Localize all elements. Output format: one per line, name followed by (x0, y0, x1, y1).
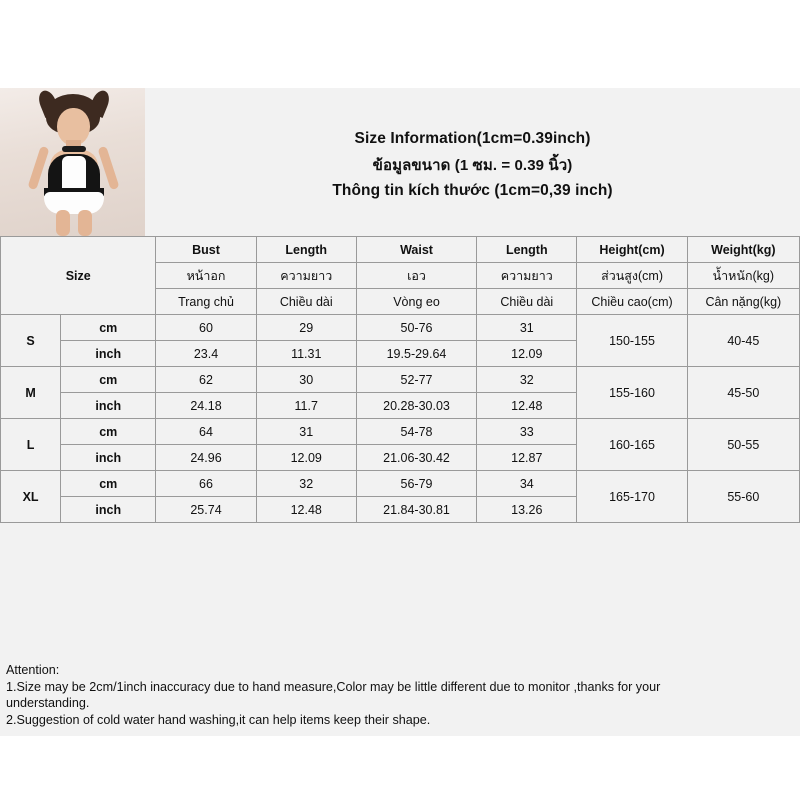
header-waist-en: Waist (356, 237, 476, 263)
header-length2-vi: Chiều dài (477, 289, 577, 315)
row-xl-unit-inch: inch (61, 497, 156, 523)
row-xl-inch-waist: 21.84-30.81 (356, 497, 476, 523)
product-photo (0, 88, 145, 236)
header-length2-en: Length (477, 237, 577, 263)
note-line-3: 2.Suggestion of cold water hand washing,it can help items keep their shape. (6, 712, 431, 727)
table-row (1, 471, 800, 497)
row-l-inch-bust: 24.96 (156, 445, 256, 471)
row-size-s: S (1, 315, 61, 367)
row-xl-cm-length2: 34 (477, 471, 577, 497)
header-bust-en: Bust (156, 237, 256, 263)
row-s-inch-bust: 23.4 (156, 341, 256, 367)
model-leg-right (78, 210, 92, 236)
row-s-inch-length2: 12.09 (477, 341, 577, 367)
row-l-unit-inch: inch (61, 445, 156, 471)
row-xl-height: 165-170 (577, 471, 687, 523)
header-height-vi: Chiều cao(cm) (577, 289, 687, 315)
row-m-inch-waist: 20.28-30.03 (356, 393, 476, 419)
table-row (1, 419, 800, 445)
row-l-weight: 50-55 (687, 419, 799, 471)
note-line-2: understanding. (6, 696, 90, 710)
row-s-cm-length1: 29 (256, 315, 356, 341)
header-bust-vi: Trang chủ (156, 289, 256, 315)
note-heading: Attention: (6, 663, 60, 677)
row-s-unit-inch: inch (61, 341, 156, 367)
product-photo-cell (0, 88, 145, 236)
header-length1-vi: Chiều dài (256, 289, 356, 315)
row-xl-inch-length2: 13.26 (477, 497, 577, 523)
row-xl-cm-bust: 66 (156, 471, 256, 497)
row-m-height: 155-160 (577, 367, 687, 419)
header-waist-vi: Vòng eo (356, 289, 476, 315)
model-arm-left (27, 146, 49, 191)
model-choker (62, 146, 86, 152)
note-line-1: 1.Size may be 2cm/1inch inaccuracy due to hand measure,Color may be little different due to monitor ,thanks for your (6, 679, 661, 694)
row-l-inch-length1: 12.09 (256, 445, 356, 471)
row-xl-unit-cm: cm (61, 471, 156, 497)
row-xl-cm-length1: 32 (256, 471, 356, 497)
row-l-inch-length2: 12.87 (477, 445, 577, 471)
row-m-inch-length2: 12.48 (477, 393, 577, 419)
header-length1-th: ความยาว (256, 263, 356, 289)
row-m-cm-bust: 62 (156, 367, 256, 393)
header-weight-th: น้ำหนัก(kg) (687, 263, 799, 289)
row-m-inch-length1: 11.7 (256, 393, 356, 419)
model-leg-left (56, 210, 70, 236)
attention-note (0, 658, 800, 736)
row-m-weight: 45-50 (687, 367, 799, 419)
row-xl-inch-length1: 12.48 (256, 497, 356, 523)
row-size-m: M (1, 367, 61, 419)
header-bust-th: หน้าอก (156, 263, 256, 289)
costume-skirt (44, 192, 104, 214)
title-thai: ข้อมูลขนาด (1 ซม. = 0.39 นิ้ว) (372, 157, 573, 174)
row-size-xl: XL (1, 471, 61, 523)
row-s-cm-waist: 50-76 (356, 315, 476, 341)
row-l-inch-waist: 21.06-30.42 (356, 445, 476, 471)
row-m-cm-waist: 52-77 (356, 367, 476, 393)
row-xl-weight: 55-60 (687, 471, 799, 523)
header-height-th: ส่วนสูง(cm) (577, 263, 687, 289)
header-row (0, 88, 800, 236)
row-s-inch-length1: 11.31 (256, 341, 356, 367)
row-xl-inch-bust: 25.74 (156, 497, 256, 523)
row-m-cm-length1: 30 (256, 367, 356, 393)
table-header-row-en (1, 237, 800, 263)
row-m-cm-length2: 32 (477, 367, 577, 393)
row-size-l: L (1, 419, 61, 471)
size-chart-sheet (0, 88, 800, 727)
row-m-unit-cm: cm (61, 367, 156, 393)
row-s-inch-waist: 19.5-29.64 (356, 341, 476, 367)
row-s-weight: 40-45 (687, 315, 799, 367)
title-english: Size Information(1cm=0.39inch) (354, 130, 591, 147)
row-s-unit-cm: cm (61, 315, 156, 341)
size-header-cell: Size (1, 237, 156, 315)
row-l-cm-length1: 31 (256, 419, 356, 445)
row-l-height: 160-165 (577, 419, 687, 471)
table-row (1, 367, 800, 393)
row-m-unit-inch: inch (61, 393, 156, 419)
row-s-height: 150-155 (577, 315, 687, 367)
row-l-cm-waist: 54-78 (356, 419, 476, 445)
table-row (1, 315, 800, 341)
title-vietnamese: Thông tin kích thước (1cm=0,39 inch) (332, 182, 613, 199)
header-height-en: Height(cm) (577, 237, 687, 263)
row-s-cm-bust: 60 (156, 315, 256, 341)
size-table (0, 236, 800, 523)
row-s-cm-length2: 31 (477, 315, 577, 341)
row-xl-cm-waist: 56-79 (356, 471, 476, 497)
header-weight-en: Weight(kg) (687, 237, 799, 263)
model-arm-right (97, 146, 119, 191)
header-length2-th: ความยาว (477, 263, 577, 289)
row-l-cm-length2: 33 (477, 419, 577, 445)
row-l-unit-cm: cm (61, 419, 156, 445)
header-waist-th: เอว (356, 263, 476, 289)
row-l-cm-bust: 64 (156, 419, 256, 445)
title-block (145, 88, 800, 236)
header-length1-en: Length (256, 237, 356, 263)
header-weight-vi: Cân nặng(kg) (687, 289, 799, 315)
row-m-inch-bust: 24.18 (156, 393, 256, 419)
